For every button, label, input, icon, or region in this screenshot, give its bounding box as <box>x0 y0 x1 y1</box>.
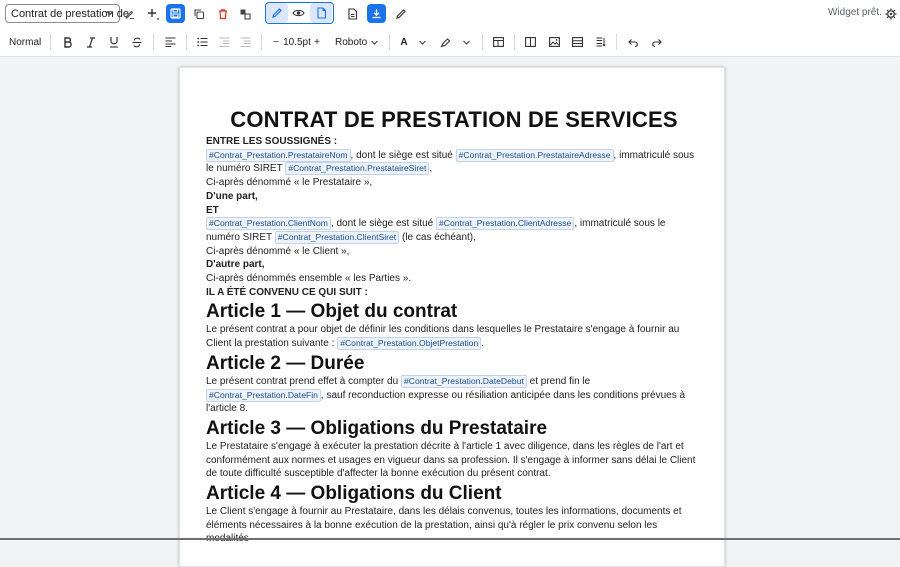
underline-icon <box>109 36 119 48</box>
bold-icon <box>63 37 73 48</box>
divider <box>261 34 262 50</box>
pencil-icon <box>271 7 283 19</box>
align-left-icon <box>165 37 176 47</box>
bold-button[interactable] <box>62 34 74 50</box>
pen-icon <box>395 8 407 20</box>
body-text-bold: D'une part, <box>206 190 258 202</box>
variable-chip[interactable]: #Contrat_Prestation.DateDebut <box>401 375 527 388</box>
body-text: (le cas échéant), <box>401 231 476 243</box>
underline-button[interactable] <box>108 34 120 50</box>
body-text: , immatriculé sous le <box>574 218 666 230</box>
body-text: Le présent contrat a pour objet de définir les conditions dans lesquelles le Prestataire s'engage à fournir au Client la prestation suivante : <box>206 324 680 350</box>
body-text-bold: IL A ÉTÉ CONVENU CE QUI SUIT : <box>206 286 368 298</box>
variable-chip[interactable]: #Contrat_Prestation.ClientNom <box>206 217 331 230</box>
body-text: , dont le siège est situé <box>350 149 453 161</box>
shapes-button[interactable] <box>238 4 252 23</box>
strikethrough-icon <box>132 37 142 48</box>
undo-button[interactable] <box>627 34 639 50</box>
chevron-down-icon <box>370 38 379 47</box>
highlight-dropdown[interactable] <box>461 34 471 50</box>
body-text: et prend fin le <box>529 375 591 387</box>
divider <box>616 34 617 50</box>
chevron-down-icon <box>105 8 115 18</box>
redo-button[interactable] <box>650 34 662 50</box>
italic-icon <box>86 37 96 48</box>
preview-mode-button[interactable] <box>287 3 309 23</box>
variable-chip[interactable]: #Contrat_Prestation.ObjetPrestation <box>337 337 481 350</box>
body-text: Ci-après dénommés ensemble « les Parties ». <box>206 273 412 285</box>
variable-chip[interactable]: #Contrat_Prestation.PrestataireSiret <box>285 162 429 175</box>
insert-image-button[interactable] <box>548 34 560 50</box>
page-break-button[interactable] <box>595 34 607 50</box>
body-text: Le Client s'engage à fournir au Prestataire, dans les délais convenus, toutes les informations, documents et éléments nécessaires à la bonne exécution de la prestation, ainsi qu'à régler le prix convenu selon les <box>206 506 682 531</box>
highlight-button[interactable] <box>439 34 451 50</box>
font-size-increase-button[interactable]: + <box>314 36 320 48</box>
divider <box>389 34 390 50</box>
parties-heading: ENTRE LES SOUSSIGNÉS : <box>206 136 338 147</box>
body-text: , <box>429 163 433 175</box>
table-icon <box>572 37 583 47</box>
editor-canvas[interactable] <box>0 57 900 542</box>
list-icon <box>197 37 208 47</box>
align-left-button[interactable] <box>164 34 176 50</box>
trash-icon <box>217 8 229 20</box>
font-size-value[interactable]: 10.5pt <box>283 36 311 48</box>
body-text: Ci-après dénommé « le Prestataire », <box>206 177 373 189</box>
delete-button[interactable] <box>216 4 230 23</box>
strikethrough-button[interactable] <box>131 34 143 50</box>
widget-status: Widget prêt. <box>828 7 882 18</box>
scrollbar-track[interactable] <box>0 538 900 540</box>
variable-chip[interactable]: #Contrat_Prestation.ClientSiret <box>275 231 399 244</box>
body-text: . <box>481 338 485 350</box>
indent-icon <box>240 37 251 47</box>
save-button[interactable] <box>166 4 185 23</box>
download-button[interactable] <box>367 4 386 23</box>
plus-icon <box>146 7 160 21</box>
text-color-dropdown[interactable] <box>417 34 427 50</box>
indent-button[interactable] <box>239 34 251 50</box>
font-family-dropdown[interactable] <box>369 34 379 50</box>
divider <box>514 34 515 50</box>
font-family-select[interactable]: Roboto <box>335 36 368 48</box>
columns-icon <box>525 37 536 47</box>
insert-table-button[interactable] <box>571 34 583 50</box>
edit-mode-button[interactable] <box>266 3 288 23</box>
pdf-button[interactable] <box>345 4 359 23</box>
top-toolbar <box>0 0 900 28</box>
divider <box>153 34 154 50</box>
template-select[interactable] <box>5 4 130 23</box>
page-break-icon <box>596 37 607 47</box>
shapes-icon <box>239 8 251 20</box>
divider <box>186 34 187 50</box>
article-2-heading: Article 2 — Durée <box>206 352 365 374</box>
undo-icon <box>628 37 639 47</box>
file-icon <box>347 8 358 20</box>
template-select-value: Contrat de prestation de <box>11 7 130 20</box>
body-text: sous le numéro SIRET <box>206 149 695 175</box>
variable-chip[interactable]: #Contrat_Prestation.DateFin <box>206 389 321 402</box>
article-1-heading: Article 1 — Objet du contrat <box>206 301 458 323</box>
body-text: , sauf reconduction expresse ou résiliation anticipée dans les conditions prévues à l'article 8. <box>206 389 686 415</box>
outdent-button[interactable] <box>218 34 230 50</box>
insert-field-button[interactable] <box>492 34 504 50</box>
paragraph-style-select[interactable]: Normal <box>9 36 42 48</box>
variable-chip[interactable]: #Contrat_Prestation.PrestataireAdresse <box>456 149 614 162</box>
format-toolbar <box>0 28 900 57</box>
body-text: Le Prestataire s'engage à exécuter la prestation décrite à l'article 1 avec diligence, dans les règles de l'art et conformément aux normes et usages en vigueur dans sa profession. Il s'engage à informer sans délai le Client de toute difficulté susceptible d'affecter la bonne exécution du présent contrat. <box>206 440 696 480</box>
body-text: Ci-après dénommé « le Client », <box>206 245 350 257</box>
highlighter-icon <box>440 37 451 48</box>
body-text: Le présent contrat prend effet à compter du <box>206 375 399 387</box>
sign-button[interactable] <box>394 4 408 23</box>
layout-icon <box>493 37 504 47</box>
document-page[interactable] <box>179 67 725 567</box>
pencil-line-icon <box>124 8 136 20</box>
bullet-list-button[interactable] <box>196 34 208 50</box>
chevron-down-icon <box>418 38 427 47</box>
body-text-bold: D'autre part, <box>206 259 265 271</box>
save-icon <box>170 8 181 19</box>
body-text: numéro SIRET <box>206 231 272 243</box>
document-body[interactable] <box>206 106 702 546</box>
body-text: , dont le siège est situé <box>330 218 434 230</box>
body-text-bold: ET <box>206 204 219 216</box>
download-icon <box>371 8 382 19</box>
divider <box>482 34 483 50</box>
duplicate-button[interactable] <box>192 4 206 23</box>
rename-button[interactable] <box>124 4 136 23</box>
font-size-decrease-button[interactable]: − <box>273 36 279 48</box>
text-color-button[interactable]: A <box>400 36 408 48</box>
outdent-icon <box>219 37 230 47</box>
insert-columns-button[interactable] <box>524 34 536 50</box>
copy-icon <box>193 8 205 20</box>
variable-chip[interactable]: #Contrat_Prestation.ClientAdresse <box>436 217 574 230</box>
settings-button[interactable] <box>884 7 897 20</box>
divider <box>50 34 51 50</box>
document-icon <box>316 7 327 19</box>
gear-icon <box>885 8 897 20</box>
redo-icon <box>651 37 662 47</box>
add-button[interactable] <box>146 4 160 23</box>
image-icon <box>549 37 560 47</box>
eye-icon <box>292 7 305 19</box>
document-mode-button[interactable] <box>310 3 332 23</box>
document-title: CONTRAT DE PRESTATION DE SERVICES <box>230 107 678 132</box>
chevron-down-icon <box>462 38 471 47</box>
article-4-heading: Article 4 — Obligations du Client <box>206 483 502 505</box>
italic-button[interactable] <box>85 34 97 50</box>
variable-chip[interactable]: #Contrat_Prestation.PrestataireNom <box>206 149 351 162</box>
article-3-heading: Article 3 — Obligations du Prestataire <box>206 417 548 439</box>
body-text: , immatriculé <box>613 149 671 161</box>
